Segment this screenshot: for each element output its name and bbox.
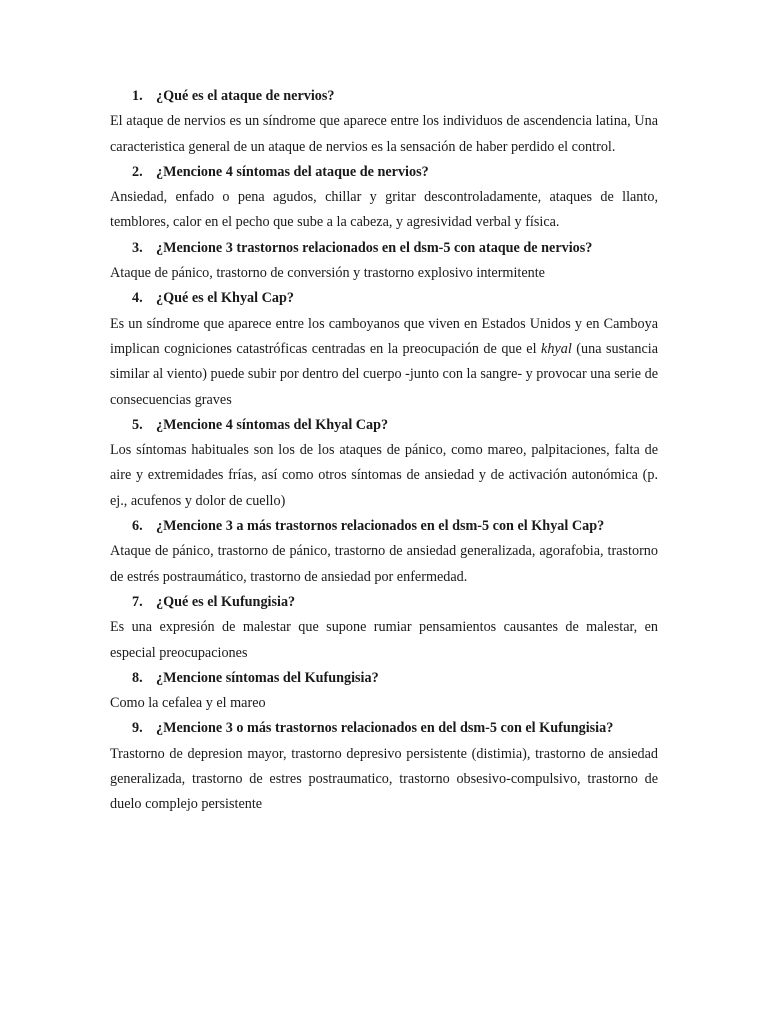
question-text: ¿Mencione 3 trastornos relacionados en el dsm-5 con ataque de nervios? bbox=[156, 239, 593, 256]
answer-paragraph: Trastorno de depresion mayor, trastorno depresivo persistente (distimia), trastorno de ansiedad generalizada, trastorno de estres postraumatico, trastorno obsesivo-compulsivo, trastorno de duelo complejo persistente bbox=[110, 745, 658, 813]
answer-paragraph: Ansiedad, enfado o pena agudos, chillar y gritar descontroladamente, ataques de llanto, temblores, calor en el pecho que sube a la cabeza, y agresividad verbal y física. bbox=[110, 189, 658, 231]
question-number: 4. bbox=[132, 290, 143, 307]
answer-paragraph: Es una expresión de malestar que supone rumiar pensamientos causantes de malestar, en especial preocupaciones bbox=[110, 619, 658, 661]
answer-italic-term: khyal bbox=[541, 340, 572, 357]
question-heading bbox=[132, 514, 658, 539]
answer-paragraph bbox=[110, 312, 658, 413]
question-number: 9. bbox=[132, 720, 143, 737]
question-heading bbox=[132, 84, 658, 109]
answer-paragraph: Los síntomas habituales son los de los ataques de pánico, como mareo, palpitaciones, falta de aire y extremidades frías, así como otros síntomas de ansiedad y de activación autonómica (p. ej., acufenos y dolor de cuello) bbox=[110, 442, 658, 509]
question-number: 8. bbox=[132, 669, 143, 686]
question-number: 2. bbox=[132, 163, 143, 180]
answer-text: (una sustancia similar al viento) puede subir por dentro del cuerpo -junto con la sangre- y provocar una serie de consecuencias graves bbox=[110, 340, 658, 408]
document-page bbox=[110, 84, 658, 818]
question-text: ¿Qué es el ataque de nervios? bbox=[156, 88, 335, 104]
question-text: ¿Qué es el Khyal Cap? bbox=[156, 290, 294, 307]
question-number: 7. bbox=[132, 593, 143, 610]
question-text: ¿Mencione 4 síntomas del Khyal Cap? bbox=[156, 416, 389, 433]
question-heading bbox=[132, 716, 658, 741]
question-text: ¿Mencione síntomas del Kufungisia? bbox=[156, 669, 379, 686]
question-text: ¿Qué es el Kufungisia? bbox=[156, 593, 296, 610]
answer-paragraph: Ataque de pánico, trastorno de conversión y trastorno explosivo intermitente bbox=[110, 265, 545, 282]
question-heading bbox=[132, 590, 658, 615]
question-heading bbox=[132, 413, 658, 438]
question-number: 5. bbox=[132, 416, 143, 433]
question-heading bbox=[132, 286, 658, 311]
question-number: 1. bbox=[132, 88, 143, 104]
answer-text: Es un síndrome que aparece entre los camboyanos que viven en Estados Unidos y en Camboya implican cogniciones catastróficas centradas en la preocupación de que el bbox=[110, 315, 658, 357]
answer-paragraph: Como la cefalea y el mareo bbox=[110, 695, 266, 712]
question-heading bbox=[132, 666, 658, 691]
question-text: ¿Mencione 3 o más trastornos relacionados en del dsm-5 con el Kufungisia? bbox=[156, 720, 614, 737]
question-heading bbox=[132, 160, 658, 185]
question-number: 6. bbox=[132, 518, 143, 535]
question-text: ¿Mencione 3 a más trastornos relacionados en el dsm-5 con el Khyal Cap? bbox=[156, 518, 605, 535]
question-number: 3. bbox=[132, 239, 143, 256]
answer-paragraph: El ataque de nervios es un síndrome que aparece entre los individuos de ascendencia latina, Una caracteristica general de un ataque de nervios es la sensación de haber perdido el control. bbox=[110, 113, 658, 155]
question-text: ¿Mencione 4 síntomas del ataque de nervios? bbox=[156, 163, 429, 180]
question-heading bbox=[132, 236, 658, 261]
answer-paragraph: Ataque de pánico, trastorno de pánico, trastorno de ansiedad generalizada, agorafobia, trastorno de estrés postraumático, trastorno de ansiedad por enfermedad. bbox=[110, 543, 658, 585]
